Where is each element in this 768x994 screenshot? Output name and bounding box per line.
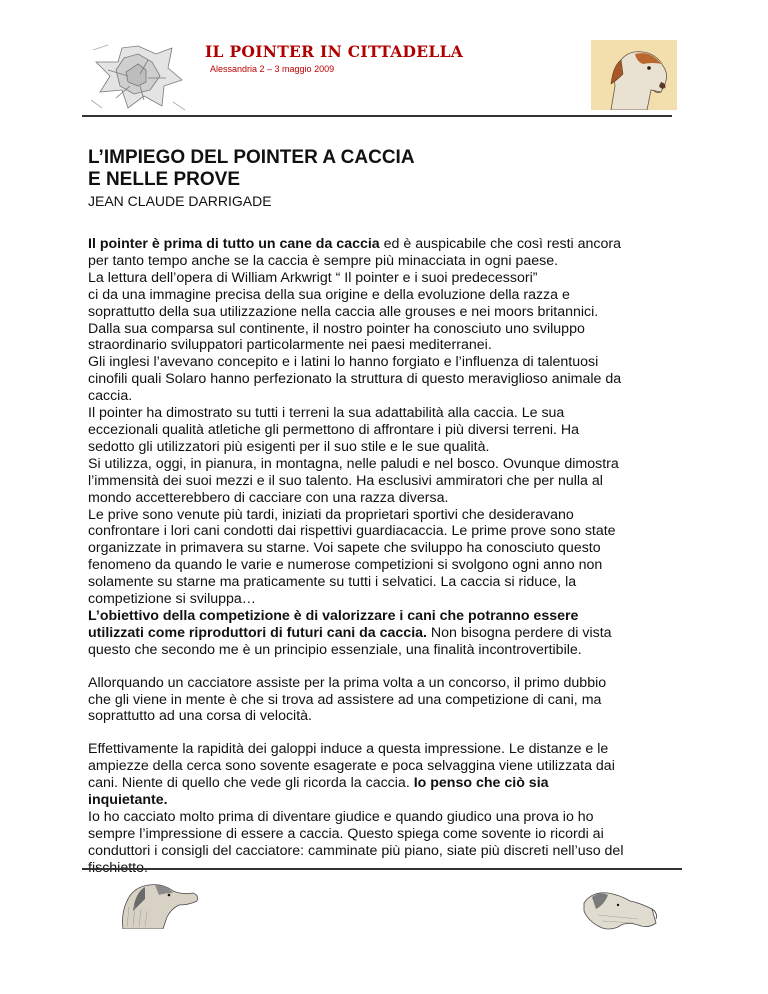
- text-line: [88, 826, 688, 843]
- text-run: Le prive sono venute più tardi, iniziati da proprietari sportivi che desideravano: [88, 506, 574, 523]
- text-run: mondo accetterebbero di cacciare con una razza diversa.: [88, 489, 449, 506]
- text-run: Allorquando un cacciatore assiste per la prima volta a un concorso, il primo dubbio: [88, 674, 607, 691]
- article-body: [88, 236, 688, 893]
- text-run: Non bisogna perdere di vista: [426, 624, 612, 641]
- text-line: [88, 692, 688, 709]
- text-run: soprattutto della sua utilizzazione nella caccia alle grouses e nei moors britannici.: [88, 303, 599, 320]
- text-run: cani. Niente di quello che vede gli ricorda la caccia.: [88, 775, 414, 792]
- text-line: [88, 523, 688, 540]
- event-title: IL POINTER IN CITTADELLA: [205, 42, 464, 61]
- article-title-line-1: L’IMPIEGO DEL POINTER A CACCIA: [88, 147, 415, 168]
- text-run: La lettura dell’opera di William Arkwrigt “ Il pointer e i suoi predecessori”: [88, 269, 538, 286]
- text-run: organizzate in primavera su starne. Voi sapete che sviluppo ha conosciuto questo: [88, 540, 601, 557]
- pointer-dog-portrait-image: [591, 40, 677, 110]
- text-line: [88, 758, 688, 775]
- text-line: [88, 304, 688, 321]
- event-date-location: Alessandria 2 – 3 maggio 2009: [210, 64, 335, 74]
- text-run: straordinario sviluppatori particolarmente nei paesi mediterranei.: [88, 337, 492, 354]
- bold-run: inquietante.: [88, 792, 168, 809]
- text-run: ed è auspicabile che così resti ancora: [379, 236, 622, 252]
- article-title: [88, 147, 688, 191]
- text-run: conduttori i consigli del cacciatore: camminate più piano, siate più discreti nell’uso del: [88, 842, 624, 859]
- text-run: Dalla sua comparsa sul continente, il nostro pointer ha conosciuto uno sviluppo: [88, 320, 585, 337]
- text-run: fenomeno da quando le varie e numerose competizioni si svolgono ogni anno non: [88, 557, 603, 574]
- text-run: fischietto.: [88, 859, 148, 876]
- text-line: [88, 809, 688, 826]
- text-line: [88, 405, 688, 422]
- text-run: l’immensità dei suoi mezzi e il suo talento. Ha esclusivi ammiratori che per nulla al: [88, 472, 603, 489]
- text-line: [88, 557, 688, 574]
- text-line: [88, 321, 688, 338]
- text-line: [88, 337, 688, 354]
- text-line: [88, 456, 688, 473]
- paragraph-3: [88, 741, 688, 876]
- bold-run: utilizzati come riproduttori di futuri cani da caccia.: [88, 624, 427, 641]
- text-line: [88, 708, 688, 725]
- text-line: [88, 625, 688, 642]
- text-run: confrontare i lori cani condotti dai rispettivi guardiacaccia. Le prime prove sono state: [88, 523, 616, 540]
- text-line: [88, 792, 688, 809]
- text-line: [88, 507, 688, 524]
- bold-run: L’obiettivo della competizione è di valorizzare i cani che potranno essere: [88, 607, 579, 624]
- header-divider: [82, 115, 672, 117]
- text-line: [88, 574, 688, 591]
- text-run: cinofili quali Solaro hanno perfezionato la struttura di questo meraviglioso animale da: [88, 371, 622, 388]
- text-run: ampiezze della cerca sono sovente esagerate e poca selvaggina viene utilizzata dai: [88, 758, 615, 775]
- text-run: Gli inglesi l’avevano concepito e i latini lo hanno forgiato e l’influenza di talentuosi: [88, 354, 599, 371]
- text-line: [88, 642, 688, 659]
- text-run: solamente su starne ma praticamente su tutti i selvatici. La caccia si riduce, la: [88, 574, 577, 591]
- text-line: [88, 675, 688, 692]
- footer-divider: [82, 868, 682, 870]
- text-line: [88, 591, 688, 608]
- text-line: [88, 422, 688, 439]
- text-run: sedotto gli utilizzatori più esigenti per il suo stile e le sue qualità.: [88, 438, 490, 455]
- text-run: ci da una immagine precisa della sua origine e della evoluzione della razza e: [88, 286, 570, 303]
- text-line: [88, 540, 688, 557]
- text-run: questo che secondo me è un principio essenziale, una finalità incontrovertibile.: [88, 641, 582, 658]
- text-run: Effettivamente la rapidità dei galoppi induce a questa impressione. Le distanze e le: [88, 741, 609, 758]
- text-line: [88, 843, 688, 860]
- bold-run: Il pointer è prima di tutto un cane da caccia: [88, 236, 380, 252]
- pointer-head-sketch-left-image: [115, 877, 200, 929]
- text-run: competizione si sviluppa…: [88, 591, 256, 608]
- text-line: [88, 287, 688, 304]
- text-run: Io ho cacciato molto prima di diventare giudice e quando giudico una prova io ho: [88, 809, 594, 825]
- bold-run: Io penso che ciò sia: [413, 775, 549, 792]
- text-line: [88, 236, 688, 253]
- text-line: [88, 775, 688, 792]
- text-line: [88, 741, 688, 758]
- text-line: [88, 354, 688, 371]
- text-run: che gli viene in mente è che si trova ad assistere ad una competizione di cani, ma: [88, 691, 602, 708]
- text-run: eccezionali qualità atletiche gli permettono di affrontare i più diversi terreni. Ha: [88, 421, 580, 438]
- text-run: soprattutto ad una corsa di velocità.: [88, 708, 312, 725]
- text-line: [88, 490, 688, 507]
- paragraph-2: [88, 675, 688, 726]
- fortress-map-image: [88, 40, 188, 112]
- pointer-head-sketch-right-image: [578, 883, 658, 933]
- text-run: sempre l’impressione di essere a caccia. Questo spiega come sovente io ricordi ai: [88, 825, 604, 842]
- text-run: per tanto tempo anche se la caccia è sempre più minacciata in ogni paese.: [88, 252, 559, 269]
- text-run: caccia.: [88, 388, 133, 405]
- text-line: [88, 253, 688, 270]
- text-line: [88, 270, 688, 287]
- text-run: Il pointer ha dimostrato su tutti i terreni la sua adattabilità alla caccia. Le sua: [88, 405, 565, 422]
- article-author: JEAN CLAUDE DARRIGADE: [88, 193, 272, 209]
- text-line: [88, 388, 688, 405]
- article-title-line-2: E NELLE PROVE: [88, 169, 241, 190]
- text-line: [88, 608, 688, 625]
- text-line: [88, 439, 688, 456]
- text-run: Si utilizza, oggi, in pianura, in montagna, nelle paludi e nel bosco. Ovunque dimostra: [88, 455, 619, 472]
- text-line: [88, 473, 688, 490]
- paragraph-1: [88, 236, 688, 659]
- text-line: [88, 371, 688, 388]
